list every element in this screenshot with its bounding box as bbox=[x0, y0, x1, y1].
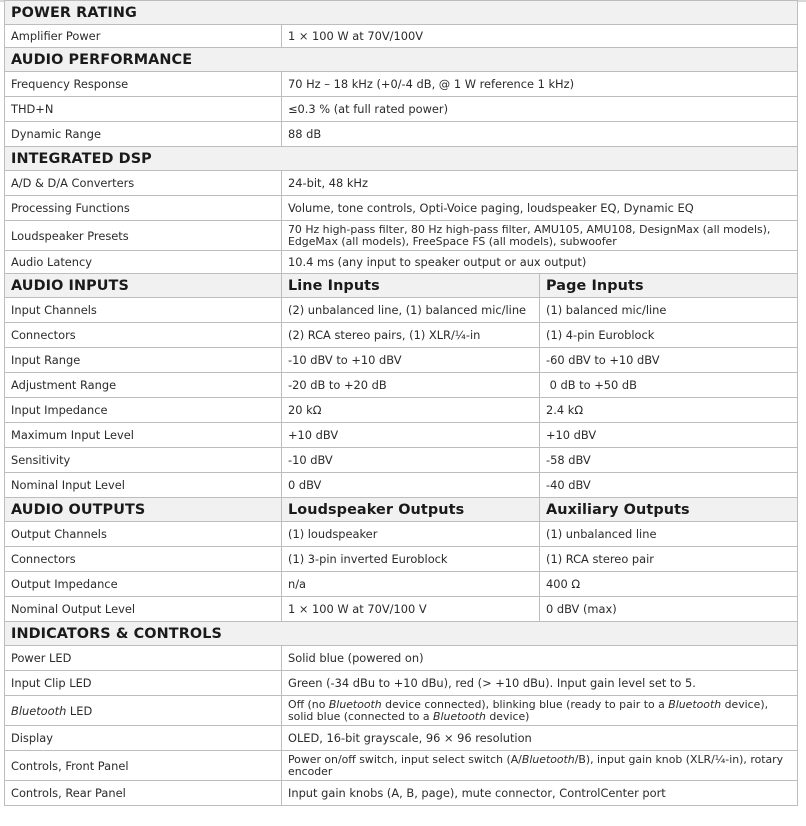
spec-label: Output Impedance bbox=[5, 572, 282, 597]
bluetooth-label-italic: Bluetooth bbox=[11, 703, 67, 718]
page-input-value: (1) balanced mic/line bbox=[540, 298, 798, 323]
spec-label: Frequency Response bbox=[5, 72, 282, 97]
spec-label: Sensitivity bbox=[5, 448, 282, 473]
table-row bbox=[5, 25, 798, 48]
loudspeaker-output-value: (1) loudspeaker bbox=[282, 522, 540, 547]
page-input-value: -40 dBV bbox=[540, 473, 798, 498]
table-row bbox=[5, 423, 798, 448]
section-title: AUDIO OUTPUTS bbox=[5, 498, 282, 522]
section-header-indicators-controls bbox=[5, 622, 798, 646]
spec-label: Controls, Rear Panel bbox=[5, 781, 282, 806]
line-input-value: +10 dBV bbox=[282, 423, 540, 448]
text-part: device), solid blue (connected to a bbox=[288, 698, 769, 723]
text-part: device connected), blinking blue (ready to pair to a bbox=[381, 698, 669, 711]
page-input-value: 0 dB to +50 dB bbox=[540, 373, 798, 398]
text-part: Off (no bbox=[288, 698, 329, 711]
table-row bbox=[5, 597, 798, 622]
table-row bbox=[5, 348, 798, 373]
page-input-value: -60 dBV to +10 dBV bbox=[540, 348, 798, 373]
line-input-value: 20 kΩ bbox=[282, 398, 540, 423]
spec-value bbox=[282, 696, 798, 726]
table-row bbox=[5, 726, 798, 751]
spec-label: Controls, Front Panel bbox=[5, 751, 282, 781]
spec-label: Input Impedance bbox=[5, 398, 282, 423]
line-input-value: -10 dBV to +10 dBV bbox=[282, 348, 540, 373]
table-row bbox=[5, 373, 798, 398]
bluetooth-italic: Bluetooth bbox=[521, 753, 575, 766]
spec-value: OLED, 16-bit grayscale, 96 × 96 resolution bbox=[282, 726, 798, 751]
aux-output-value: (1) RCA stereo pair bbox=[540, 547, 798, 572]
bluetooth-italic: Bluetooth bbox=[668, 698, 722, 711]
loudspeaker-output-value: n/a bbox=[282, 572, 540, 597]
spec-label: Nominal Input Level bbox=[5, 473, 282, 498]
spec-label: Output Channels bbox=[5, 522, 282, 547]
table-row bbox=[5, 97, 798, 122]
table-row bbox=[5, 522, 798, 547]
spec-label: Dynamic Range bbox=[5, 122, 282, 147]
line-input-value: (2) RCA stereo pairs, (1) XLR/¼-in bbox=[282, 323, 540, 348]
column-header-line-inputs: Line Inputs bbox=[282, 274, 540, 298]
section-title: AUDIO INPUTS bbox=[5, 274, 282, 298]
spec-label: Input Clip LED bbox=[5, 671, 282, 696]
spec-label: Input Range bbox=[5, 348, 282, 373]
table-row bbox=[5, 646, 798, 671]
spec-value: 24-bit, 48 kHz bbox=[282, 171, 798, 196]
spec-value: 70 Hz – 18 kHz (+0/-4 dB, @ 1 W reference 1 kHz) bbox=[282, 72, 798, 97]
aux-output-value: 400 Ω bbox=[540, 572, 798, 597]
line-input-value: 0 dBV bbox=[282, 473, 540, 498]
spec-label: Audio Latency bbox=[5, 251, 282, 274]
line-input-value: -10 dBV bbox=[282, 448, 540, 473]
spec-label: Adjustment Range bbox=[5, 373, 282, 398]
spec-label: Input Channels bbox=[5, 298, 282, 323]
table-row bbox=[5, 298, 798, 323]
section-title: INDICATORS & CONTROLS bbox=[5, 622, 798, 646]
table-row bbox=[5, 171, 798, 196]
spec-label bbox=[5, 696, 282, 726]
table-row bbox=[5, 72, 798, 97]
section-title: INTEGRATED DSP bbox=[5, 147, 798, 171]
page-input-value: (1) 4-pin Euroblock bbox=[540, 323, 798, 348]
table-row bbox=[5, 448, 798, 473]
page-input-value: 2.4 kΩ bbox=[540, 398, 798, 423]
spec-value bbox=[282, 751, 798, 781]
table-row bbox=[5, 196, 798, 221]
table-row bbox=[5, 781, 798, 806]
spec-label: Maximum Input Level bbox=[5, 423, 282, 448]
spec-label: Amplifier Power bbox=[5, 25, 282, 48]
section-title: POWER RATING bbox=[5, 1, 798, 25]
spec-label: Connectors bbox=[5, 323, 282, 348]
specifications-table bbox=[4, 0, 798, 806]
section-header-power-rating bbox=[5, 1, 798, 25]
spec-label: THD+N bbox=[5, 97, 282, 122]
column-header-auxiliary-outputs: Auxiliary Outputs bbox=[540, 498, 798, 522]
spec-value: ≤0.3 % (at full rated power) bbox=[282, 97, 798, 122]
spec-label: Display bbox=[5, 726, 282, 751]
bluetooth-italic: Bluetooth bbox=[328, 698, 382, 711]
spec-label: A/D & D/A Converters bbox=[5, 171, 282, 196]
spec-label: Loudspeaker Presets bbox=[5, 221, 282, 251]
page-input-value: +10 dBV bbox=[540, 423, 798, 448]
table-row bbox=[5, 671, 798, 696]
spec-label: Power LED bbox=[5, 646, 282, 671]
section-title: AUDIO PERFORMANCE bbox=[5, 48, 798, 72]
spec-value: 70 Hz high-pass filter, 80 Hz high-pass filter, AMU105, AMU108, DesignMax (all models), EdgeMax (all models), FreeSpace FS (all models), subwoofer bbox=[282, 221, 798, 251]
spec-label: Nominal Output Level bbox=[5, 597, 282, 622]
table-row bbox=[5, 398, 798, 423]
spec-value: Solid blue (powered on) bbox=[282, 646, 798, 671]
aux-output-value: (1) unbalanced line bbox=[540, 522, 798, 547]
spec-value: 10.4 ms (any input to speaker output or aux output) bbox=[282, 251, 798, 274]
text-part: Power on/off switch, input select switch (A/ bbox=[288, 753, 522, 766]
spec-value: Green (-34 dBu to +10 dBu), red (> +10 dBu). Input gain level set to 5. bbox=[282, 671, 798, 696]
bluetooth-italic: Bluetooth bbox=[433, 709, 486, 723]
line-input-value: (2) unbalanced line, (1) balanced mic/line bbox=[282, 298, 540, 323]
table-row bbox=[5, 547, 798, 572]
spec-value: 1 × 100 W at 70V/100V bbox=[282, 25, 798, 48]
table-row bbox=[5, 572, 798, 597]
loudspeaker-output-value: (1) 3-pin inverted Euroblock bbox=[282, 547, 540, 572]
spec-value: Volume, tone controls, Opti-Voice paging, loudspeaker EQ, Dynamic EQ bbox=[282, 196, 798, 221]
section-header-audio-inputs bbox=[5, 274, 798, 298]
spec-value: Input gain knobs (A, B, page), mute connector, ControlCenter port bbox=[282, 781, 798, 806]
section-header-integrated-dsp bbox=[5, 147, 798, 171]
page-input-value: -58 dBV bbox=[540, 448, 798, 473]
spec-sheet bbox=[4, 0, 797, 806]
label-suffix: LED bbox=[66, 703, 93, 718]
section-header-audio-performance bbox=[5, 48, 798, 72]
section-header-audio-outputs bbox=[5, 498, 798, 522]
column-header-loudspeaker-outputs: Loudspeaker Outputs bbox=[282, 498, 540, 522]
table-row bbox=[5, 221, 798, 251]
loudspeaker-output-value: 1 × 100 W at 70V/100 V bbox=[282, 597, 540, 622]
line-input-value: -20 dB to +20 dB bbox=[282, 373, 540, 398]
spec-label: Connectors bbox=[5, 547, 282, 572]
text-part: device) bbox=[485, 709, 530, 723]
text-part: /B), input gain knob (XLR/¼-in), rotary encoder bbox=[288, 753, 784, 778]
spec-label: Processing Functions bbox=[5, 196, 282, 221]
table-row bbox=[5, 122, 798, 147]
column-header-page-inputs: Page Inputs bbox=[540, 274, 798, 298]
table-row bbox=[5, 251, 798, 274]
table-row bbox=[5, 323, 798, 348]
table-row bbox=[5, 751, 798, 781]
spec-value: 88 dB bbox=[282, 122, 798, 147]
table-row bbox=[5, 696, 798, 726]
aux-output-value: 0 dBV (max) bbox=[540, 597, 798, 622]
table-row bbox=[5, 473, 798, 498]
